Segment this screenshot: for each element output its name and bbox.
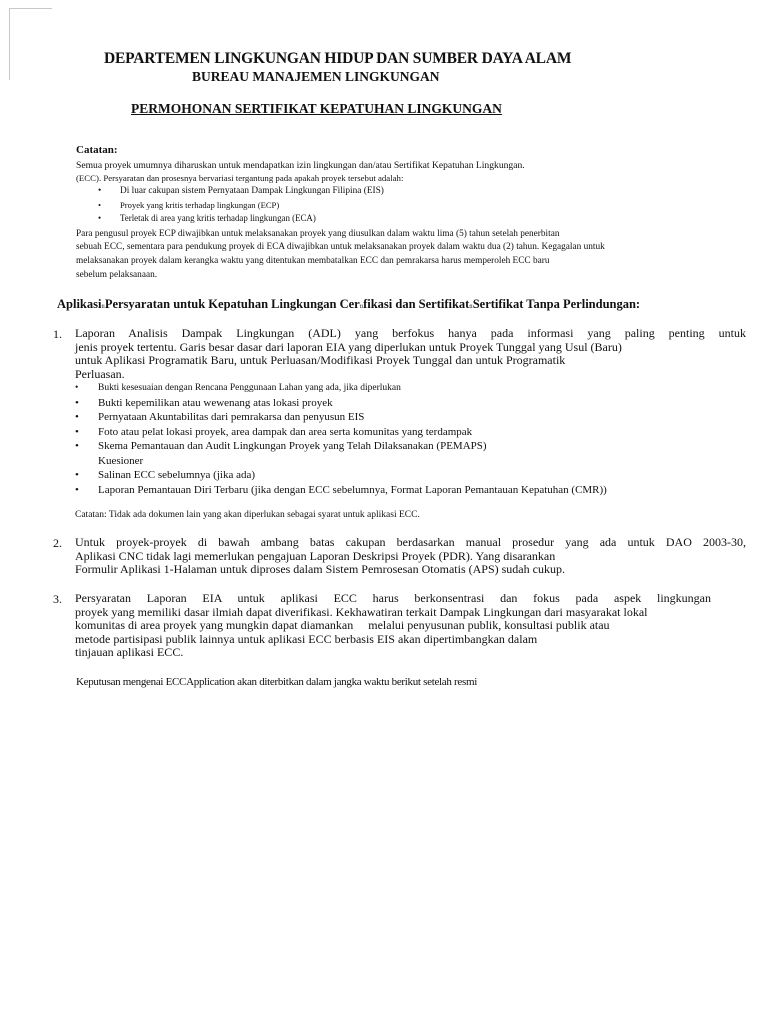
- item-text-line: proyek yang memiliki dasar ilmiah dapat diverifikasi. Kekhawatiran terkait Dampak Lingkungan dari masyarakat lokal: [75, 604, 648, 619]
- item-text-line: untuk Aplikasi Programatik Baru, untuk Perluasan/Modifikasi Proyek Tunggal dan untuk Programatik: [75, 353, 566, 367]
- item-text-line: Laporan Analisis Dampak Lingkungan (ADL) yang berfokus hanya pada informasi yang paling penting untuk: [75, 326, 746, 340]
- item-number: 1.: [53, 327, 62, 341]
- section-title: [57, 297, 640, 312]
- note-bullet: • Di luar cakupan sistem Pernyataan Dampak Lingkungan Filipina (EIS): [76, 185, 696, 199]
- item-text-line: jenis proyek tertentu. Garis besar dasar dari laporan EIA yang diperlukan untuk Proyek Tunggal yang Usul (Baru): [75, 339, 622, 354]
- decision-statement: Keputusan mengenai ECCApplication akan diterbitkan dalam jangka waktu berikut setelah resmi: [76, 676, 477, 688]
- department-title: DEPARTEMEN LINGKUNGAN HIDUP DAN SUMBER DAYA ALAM: [104, 50, 572, 67]
- section-title-part: Aplikasi: [57, 297, 102, 311]
- item-text-line: metode partisipasi publik lainnya untuk aplikasi ECC berbasis EIS akan dipertimbangkan dalam: [75, 631, 538, 646]
- requirement-bullet: [75, 439, 746, 468]
- requirement-bullet: • Foto atau pelat lokasi proyek, area dampak dan area serta komunitas yang terdampak: [75, 425, 746, 440]
- note-line: Semua proyek umumnya diharuskan untuk mendapatkan izin lingkungan dan/atau Sertifikat Kepatuhan Lingkungan.: [76, 160, 525, 171]
- page-corner-mark: [9, 8, 10, 80]
- section-title-fragment: ti: [359, 304, 364, 310]
- item-text-line: Aplikasi CNC tidak lagi memerlukan pengajuan Laporan Deskripsi Proyek (PDR). Yang disarankan: [75, 548, 556, 563]
- note-bullet: • Proyek yang kritis terhadap lingkungan (ECP): [76, 199, 696, 213]
- item-number: 3.: [53, 592, 62, 606]
- note-paragraph-line: sebelum pelaksanaan.: [76, 269, 158, 280]
- requirement-bullet-text: Skema Pemantauan dan Audit Lingkungan Proyek yang Telah Dilaksanakan (PEMAPS): [98, 440, 487, 452]
- note-block: [76, 144, 696, 283]
- section-title-part: fikasi dan Sertifikat: [363, 297, 470, 311]
- section-title-fragment: ti: [469, 304, 473, 310]
- item-text-line: Perluasan.: [75, 366, 125, 381]
- note-line: (ECC). Persyaratan dan prosesnya bervariasi tergantung pada apakah proyek tersebut adalah:: [76, 173, 404, 183]
- note-title: Catatan:: [76, 144, 118, 156]
- item-text-line: komunitas di area proyek yang mungkin dapat diamankan melalui penyusunan publik, konsultasi publik atau: [75, 618, 610, 632]
- requirement-item-2: [53, 536, 746, 577]
- item-text-line: Persyaratan Laporan EIA untuk aplikasi ECC harus berkonsentrasi dan fokus pada aspek lingkungan: [75, 591, 711, 605]
- section-title-fragment: ti: [101, 304, 105, 310]
- item-number: 2.: [53, 536, 62, 550]
- note-bullet: • Terletak di area yang kritis terhadap lingkungan (ECA): [76, 212, 696, 226]
- requirement-bullet: • Laporan Pemantauan Diri Terbaru (jika dengan ECC sebelumnya, Format Laporan Pemantauan Kepatuhan (CMR)): [75, 483, 746, 498]
- note-paragraph: [76, 228, 696, 283]
- section-title-part: Sertifikat Tanpa Perlindungan:: [472, 297, 641, 311]
- requirement-item-3: [53, 592, 711, 660]
- form-title: PERMOHONAN SERTIFIKAT KEPATUHAN LINGKUNGAN: [131, 101, 502, 116]
- item-text-line: Formulir Aplikasi 1-Halaman untuk diproses dalam Sistem Pemrosesan Otomatis (APS) sudah cukup.: [75, 562, 565, 576]
- note-bullet-list: [76, 185, 696, 226]
- page-corner-mark-top: [9, 8, 52, 9]
- bureau-title: BUREAU MANAJEMEN LINGKUNGAN: [192, 69, 440, 84]
- requirement-bullet: • Salinan ECC sebelumnya (jika ada): [75, 468, 746, 483]
- requirement-item-1: [53, 327, 746, 523]
- document-requirement-list: [75, 381, 746, 497]
- note-paragraph-line: Para pengusul proyek ECP diwajibkan untuk melaksanakan proyek yang diusulkan dalam waktu lima (5) tahun setelah penerbitan: [76, 228, 560, 239]
- item-note: Catatan: Tidak ada dokumen lain yang akan diperlukan sebagai syarat untuk aplikasi ECC.: [75, 510, 420, 520]
- requirement-bullet: • Bukti kepemilikan atau wewenang atas lokasi proyek: [75, 396, 746, 411]
- requirement-bullet-cont: Kuesioner: [98, 454, 144, 467]
- requirement-bullet: • Pernyataan Akuntabilitas dari pemrakarsa dan penyusun EIS: [75, 410, 746, 425]
- section-title-part: Persyaratan untuk Kepatuhan Lingkungan Cer: [104, 297, 360, 311]
- item-text-line: Untuk proyek-proyek di bawah ambang batas cakupan berdasarkan manual prosedur yang ada untuk DAO 2003-30,: [75, 535, 746, 549]
- note-paragraph-line: sebuah ECC, sementara para pendukung proyek di ECA diwajibkan untuk melaksanakan proyek dalam waktu dua (2) tahun. Kegagalan untuk: [76, 242, 605, 253]
- item-text-line: tinjauan aplikasi ECC.: [75, 645, 184, 659]
- note-paragraph-line: melaksanakan proyek dalam kerangka waktu yang ditentukan membatalkan ECC dan pemrakarsa harus memperoleh ECC baru: [76, 256, 550, 267]
- requirement-bullet: • Bukti kesesuaian dengan Rencana Penggunaan Lahan yang ada, jika diperlukan: [75, 381, 746, 396]
